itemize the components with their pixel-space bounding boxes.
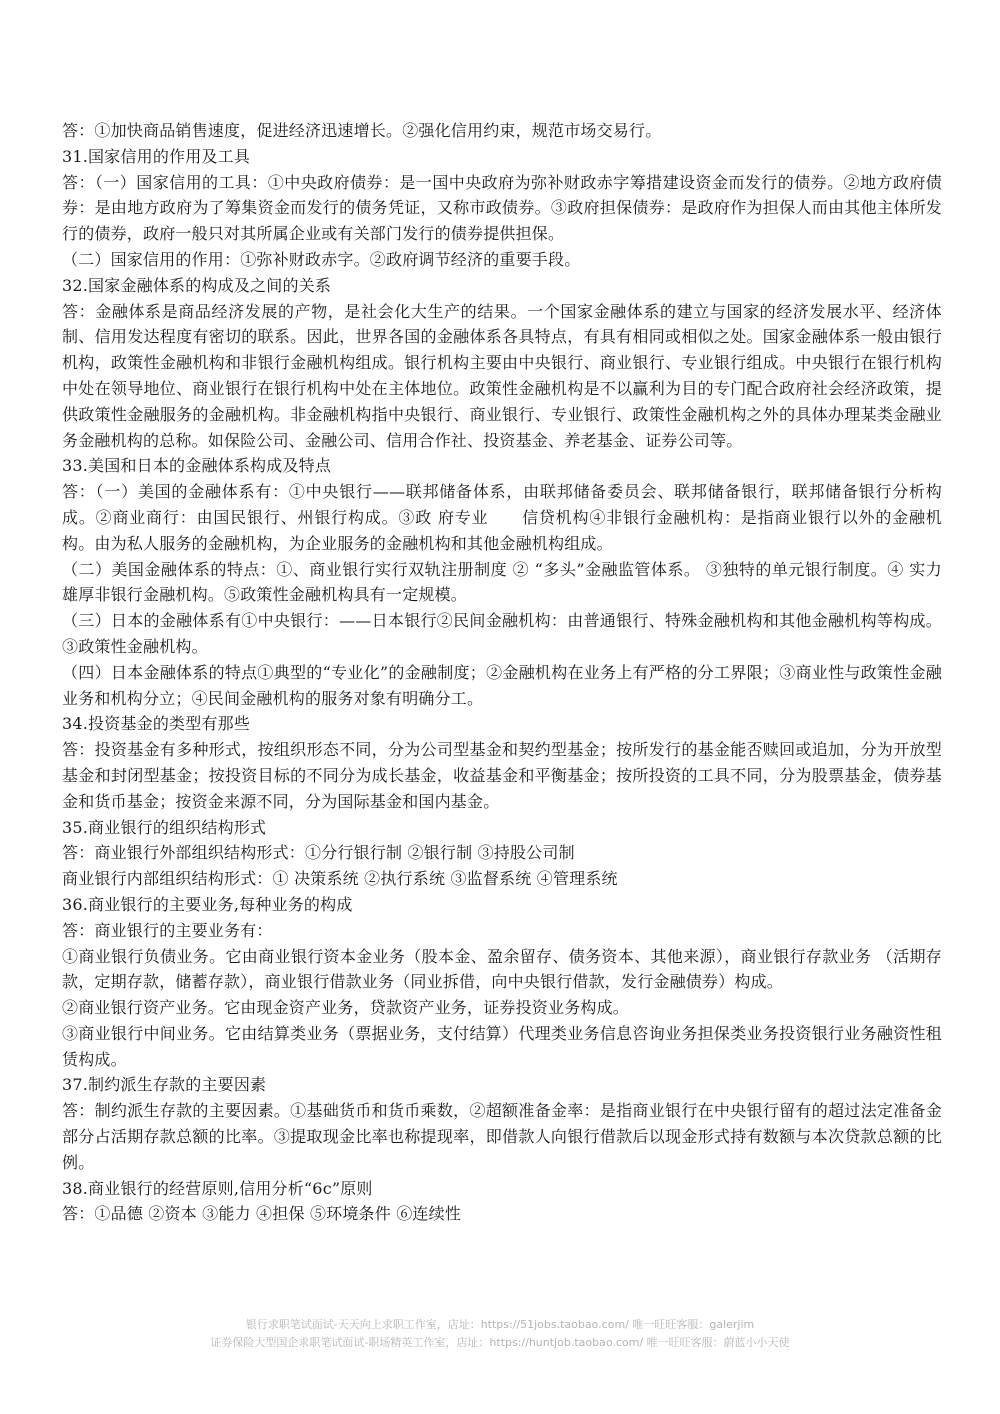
question-heading-35: 35.商业银行的组织结构形式	[62, 817, 267, 837]
answer-paragraph: 答：（一）美国的金融体系有：①中央银行——联邦储备体系，由联邦储备委员会、联邦储备银行，联邦储备银行分析构成。②商业商行：由国民银行、州银行构成。③政 府专业 信贷机构④非银行金融机构：是指商业银行以外的金融机构。由为私人服务的金融机构，为企业服务的金融机构和其他金融机构组成。	[62, 482, 942, 553]
document-body	[62, 118, 942, 1227]
question-heading-33: 33.美国和日本的金融体系构成及特点	[62, 456, 332, 476]
answer-paragraph: ①商业银行负债业务。它由商业银行资本金业务（股本金、盈余留存、债务资本、其他来源），商业银行存款业务 （活期存款，定期存款，储蓄存款），商业银行借款业务（同业拆借，向中央银行借款，发行金融债券）构成。	[62, 946, 942, 992]
question-heading-38: 38.商业银行的经营原则,信用分析“6c”原则	[62, 1178, 373, 1198]
question-heading-31: 31.国家信用的作用及工具	[62, 146, 251, 166]
answer-paragraph: 答：金融体系是商品经济发展的产物，是社会化大生产的结果。一个国家金融体系的建立与国家的经济发展水平、经济体制、信用发达程度有密切的联系。因此，世界各国的金融体系各具特点，有具有相同或相似之处。国家金融体系一般由银行机构，政策性金融机构和非银行金融机构组成。银行机构主要由中央银行、商业银行、专业银行组成。中央银行在银行机构中处在领导地位、商业银行在银行机构中处在主体地位。政策性金融机构是不以赢利为目的专门配合政府社会经济政策，提供政策性金融服务的金融机构。非金融机构指中央银行、商业银行、专业银行、政策性金融机构之外的具体办理某类金融业务金融机构的总称。如保险公司、金融公司、信用合作社、投资基金、养老基金、证券公司等。	[62, 301, 942, 450]
answer-paragraph: 商业银行内部组织结构形式：① 决策系统 ②执行系统 ③监督系统 ④管理系统	[62, 869, 618, 889]
question-heading-34: 34.投资基金的类型有那些	[62, 714, 251, 734]
answer-paragraph: 答：商业银行的主要业务有：	[62, 920, 273, 940]
answer-paragraph: 答：①品德 ②资本 ③能力 ④担保 ⑤环境条件 ⑥连续性	[62, 1204, 462, 1224]
answer-paragraph: 答：①加快商品销售速度，促进经济迅速增长。②强化信用约束，规范市场交易行。	[62, 121, 662, 140]
question-heading-36: 36.商业银行的主要业务,每种业务的构成	[62, 894, 353, 914]
answer-paragraph: （二）美国金融体系的特点：①、商业银行实行双轨注册制度 ② “多头”金融监管体系。 ③独特的单元银行制度。④ 实力雄厚非银行金融机构。⑤政策性金融机构具有一定规模。	[62, 559, 942, 605]
answer-paragraph: ②商业银行资产业务。它由现金资产业务，贷款资产业务，证券投资业务构成。	[62, 998, 630, 1018]
answer-paragraph: （二）国家信用的作用：①弥补财政赤字。②政府调节经济的重要手段。	[62, 249, 581, 269]
answer-paragraph: 答：投资基金有多种形式，按组织形态不同，分为公司型基金和契约型基金；按所发行的基金能否赎回或追加，分为开放型基金和封闭型基金；按投资目标的不同分为成长基金，收益基金和平衡基金；按所投资的工具不同，分为股票基金，债券基金和货币基金；按资金来源不同，分为国际基金和国内基金。	[62, 740, 942, 811]
question-heading-32: 32.国家金融体系的构成及之间的关系	[62, 275, 332, 295]
answer-paragraph: （四）日本金融体系的特点①典型的“专业化”的金融制度；②金融机构在业务上有严格的分工界限；③商业性与政策性金融业务和机构分立；④民间金融机构的服务对象有明确分工。	[62, 662, 942, 708]
footer-line-2: 证券保险大型国企求职笔试面试-职场精英工作室，店址：https://huntjob.taobao.com/ 唯一旺旺客服：蔚蓝小小天使	[210, 1336, 790, 1349]
answer-paragraph: ③商业银行中间业务。它由结算类业务（票据业务，支付结算）代理类业务信息咨询业务担保类业务投资银行业务融资性租赁构成。	[62, 1023, 942, 1069]
answer-paragraph: 答：商业银行外部组织结构形式：①分行银行制 ②银行制 ③持股公司制	[62, 843, 575, 863]
answer-paragraph: 答：制约派生存款的主要因素。①基础货币和货币乘数，②超额准备金率：是指商业银行在中央银行留有的超过法定准备金部分占活期存款总额的比率。③提取现金比率也称提现率，即借款人向银行借款后以现金形式持有数额与本次贷款总额的比例。	[62, 1101, 942, 1172]
footer-line-1: 银行求职笔试面试-天天向上求职工作室，店址：https://51jobs.taobao.com/ 唯一旺旺客服：galerjim	[245, 1318, 755, 1331]
answer-paragraph: （三）日本的金融体系有①中央银行：——日本银行②民间金融机构：由普通银行、特殊金融机构和其他金融机构等构成。③政策性金融机构。	[62, 611, 942, 656]
page-footer	[0, 1316, 1000, 1352]
question-heading-37: 37.制约派生存款的主要因素	[62, 1075, 267, 1095]
answer-paragraph: 答：（一）国家信用的工具：①中央政府债券：是一国中央政府为弥补财政赤字筹措建设资金而发行的债券。②地方政府债券：是由地方政府为了筹集资金而发行的债务凭证，又称市政债券。③政府担保债券：是政府作为担保人而由其他主体所发行的债券，政府一般只对其所属企业或有关部门发行的债券提供担保。	[62, 172, 942, 244]
